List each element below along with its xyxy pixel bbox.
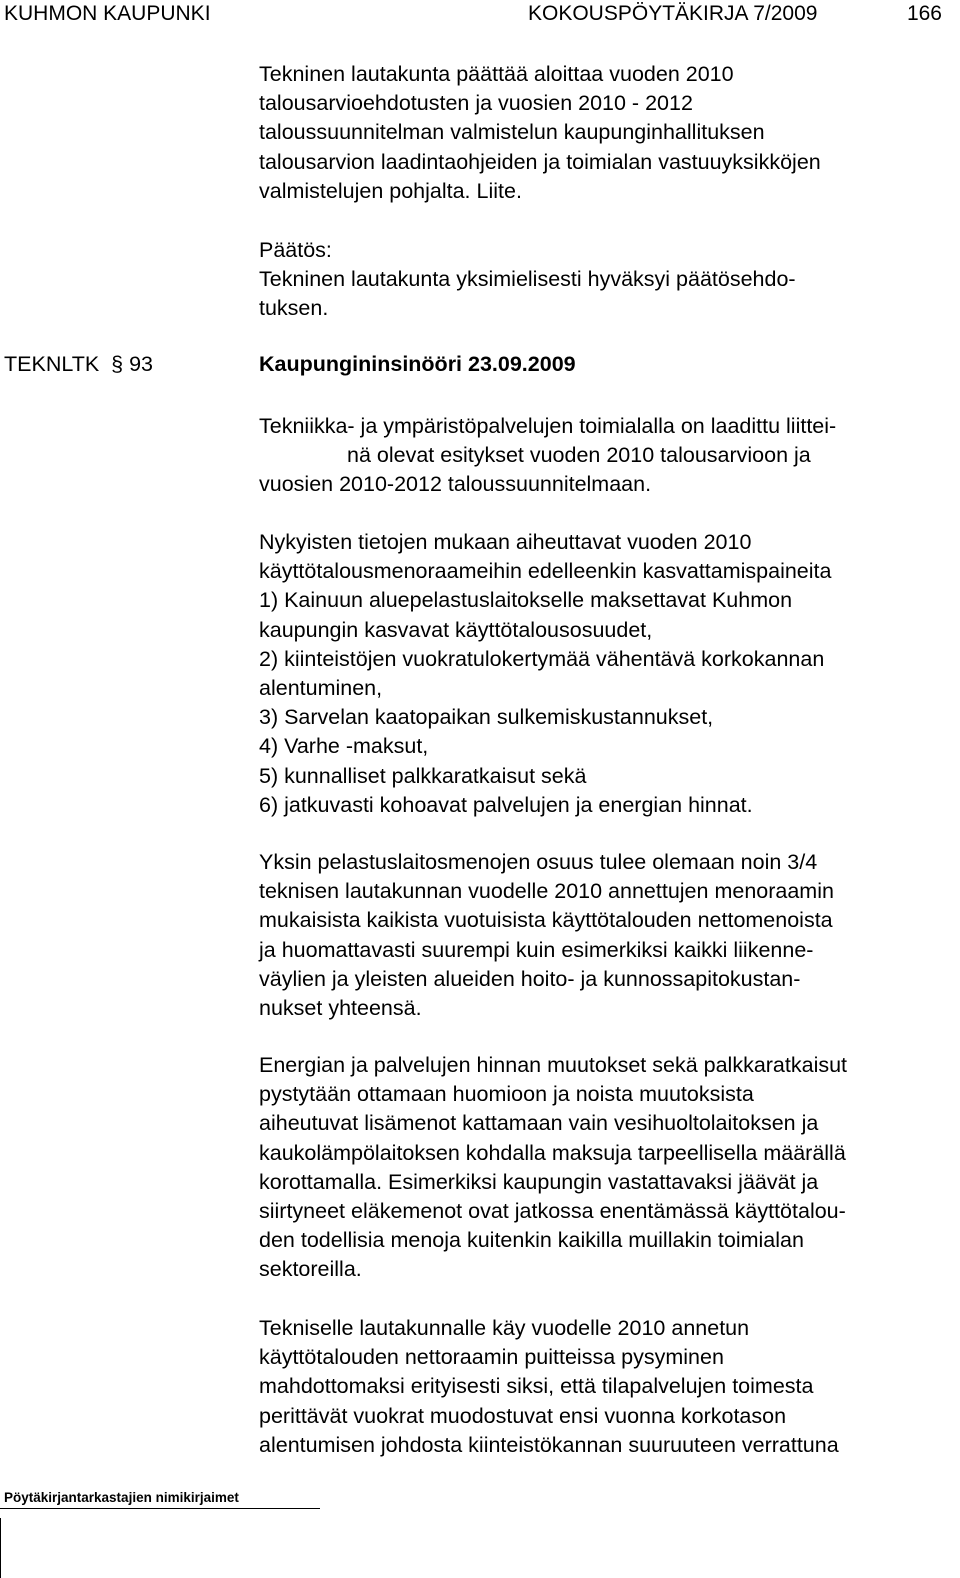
text-line: siirtyneet eläkemenot ovat jatkossa enentämässä käyttötalou-: [259, 1199, 846, 1224]
text-line: Tekniikka- ja ympäristöpalvelujen toimialalla on laadittu liittei-: [259, 414, 837, 438]
list-item: 2) kiinteistöjen vuokratulokertymää vähentävä korkokannan: [259, 646, 825, 671]
list-item: 5) kunnalliset palkkaratkaisut sekä: [259, 763, 587, 788]
section-heading: [0, 352, 960, 382]
paragraph-3: [259, 848, 959, 1023]
list-item: 4) Varhe -maksut,: [259, 734, 429, 759]
text-line: korottamalla. Esimerkiksi kaupungin vastattavaksi jäävät ja: [259, 1169, 819, 1194]
text-line: Tekninen lautakunta yksimielisesti hyväksyi päätösehdo-: [259, 267, 796, 292]
text-line: alentuminen,: [259, 676, 383, 701]
text-line: tuksen.: [259, 296, 329, 321]
text-line: kaukolämpölaitoksen kohdalla maksuja tarpeellisella määrällä: [259, 1140, 846, 1165]
section-number: 93: [129, 352, 154, 376]
section-id: [4, 352, 153, 377]
list-item: 1) Kainuun aluepelastuslaitokselle maksettavat Kuhmon: [259, 588, 793, 613]
text-line: mukaisista kaikista vuotuisista käyttötalouden nettomenoista: [259, 908, 833, 933]
text-line: Nykyisten tietojen mukaan aiheuttavat vuoden 2010: [259, 530, 752, 554]
text-line: Energian ja palvelujen hinnan muutokset sekä palkkaratkaisut: [259, 1053, 848, 1077]
text-line: ja huomattavasti suurempi kuin esimerkiksi kaikki liikenne-: [259, 937, 814, 962]
municipality-name: KUHMON KAUPUNKI: [4, 2, 211, 25]
text-line: väylien ja yleisten alueiden hoito- ja kunnossapitokustan-: [259, 966, 801, 991]
text-line: talousarvioehdotusten ja vuosien 2010 - 2012: [259, 91, 693, 116]
text-line: alentumisen johdosta kiinteistökannan suuruuteen verrattuna: [259, 1432, 839, 1457]
list-item: 3) Sarvelan kaatopaikan sulkemiskustannukset,: [259, 705, 714, 730]
paragraph-5: [259, 1314, 959, 1460]
text-line: valmistelujen pohjalta. Liite.: [259, 178, 522, 203]
text-line: nukset yhteensä.: [259, 996, 422, 1021]
text-line: nä olevat esitykset vuoden 2010 talousarvioon ja: [347, 443, 811, 468]
decision-block: [259, 236, 959, 324]
text-line: teknisen lautakunnan vuodelle 2010 annettujen menoraamin: [259, 879, 834, 904]
text-line: Yksin pelastuslaitosmenojen osuus tulee olemaan noin 3/4: [259, 850, 818, 874]
text-line: kaupungin kasvavat käyttötalousosuudet,: [259, 617, 653, 642]
text-line: pystytään ottamaan huomioon ja noista muutoksista: [259, 1082, 754, 1107]
text-line: Tekniselle lautakunnalle käy vuodelle 2010 annetun: [259, 1316, 750, 1340]
text-line: taloussuunnitelman valmistelun kaupunginhallituksen: [259, 120, 765, 145]
paragraph-2: [259, 528, 959, 820]
text-line: perittävät vuokrat muodostuvat ensi vuonna korkotason: [259, 1403, 787, 1428]
page-header: [0, 0, 960, 30]
paragraph-1: [259, 412, 959, 500]
text-line: käyttötalousmenoraameihin edelleenkin kasvattamispaineita: [259, 559, 832, 584]
footer-label: Pöytäkirjantarkastajien nimikirjaimet: [4, 1490, 239, 1505]
paragraph-4: [259, 1051, 959, 1285]
text-line: sektoreilla.: [259, 1257, 362, 1282]
section-symbol: §: [111, 352, 124, 376]
text-line: den todellisia menoja kuitenkin kaikilla muillakin toimialan: [259, 1228, 804, 1253]
text-line: aiheutuvat lisämenot kattamaan vain vesihuoltolaitoksen ja: [259, 1111, 819, 1136]
text-line: talousarvion laadintaohjeiden ja toimialan vastuuyksikköjen: [259, 149, 821, 174]
page-number: 166: [906, 2, 942, 25]
intro-paragraph: [259, 60, 959, 206]
footer-divider: [0, 1508, 320, 1510]
text-line: Tekninen lautakunta päättää aloittaa vuoden 2010: [259, 62, 734, 86]
section-title: Kaupungininsinööri 23.09.2009: [259, 352, 576, 376]
initials-box: [0, 1518, 321, 1578]
text-line: mahdottomaksi erityisesti siksi, että tilapalvelujen toimesta: [259, 1374, 814, 1399]
decision-label: Päätös:: [259, 238, 332, 262]
text-line: käyttötalouden nettoraamin puitteissa pysyminen: [259, 1345, 724, 1370]
section-code: TEKNLTK: [4, 352, 100, 376]
list-item: 6) jatkuvasti kohoavat palvelujen ja energian hinnat.: [259, 792, 753, 817]
text-line: vuosien 2010-2012 taloussuunnitelmaan.: [259, 472, 652, 497]
document-title: KOKOUSPÖYTÄKIRJA 7/2009: [528, 2, 818, 25]
